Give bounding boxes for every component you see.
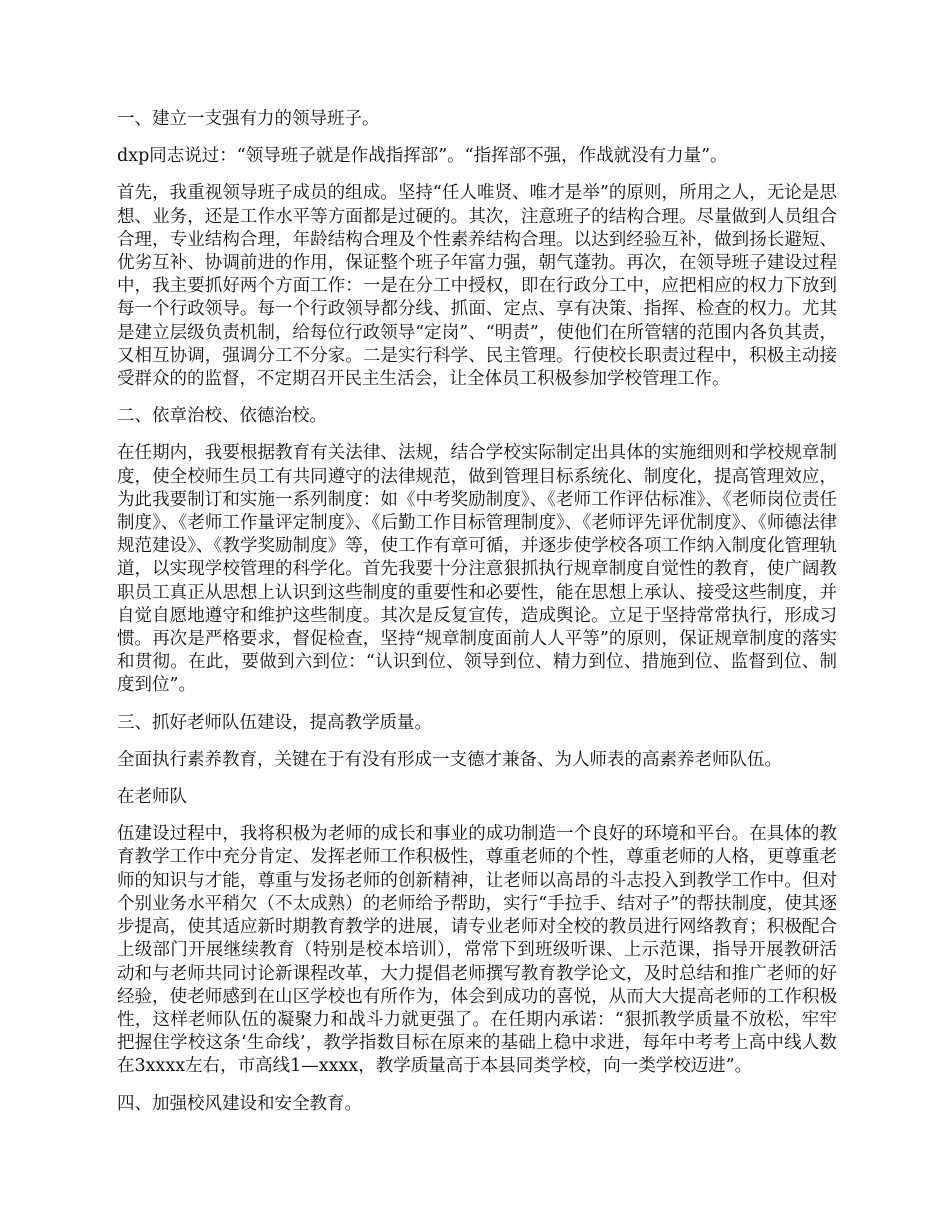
heading-3: 三、抓好老师队伍建设，提高教学质量。: [117, 712, 432, 733]
paragraph-quality-education: 全面执行素养教育，关键在于有没有形成一支德才兼备、为人师表的高素养老师队伍。: [117, 749, 782, 770]
document-body: [117, 108, 837, 1130]
paragraph-regulations: 在任期内，我要根据教育有关法律、法规，结合学校实际制定出具体的实施细则和学校规章制度，使全校师生员工有共同遵守的法律规范，做到管理目标系统化、制度化，提高管理效应，为此我要制订和实施一系列制度：如《中考奖励制度》、《老师工作评估标准》、《老师岗位责任制度》、《老师工作量评定制度》、《后勤工作目标管理制度》、《老师评先评优制度》、《师德法律规范建设》、《教学奖励制度》等，使工作有章可循，并逐步使学校各项工作纳入制度化管理轨道，以实现学校管理的科学化。首先我要十分注意狠抓执行规章制度自觉性的教育，使广阔教职员工真正从思想上认识到这些制度的重要性和必要性，能在思想上承认、接受这些制度，并自觉自愿地遵守和维护这些制度。其次是反复宣传，造成舆论。立足于坚持常常执行，形成习惯。再次是严格要求，督促检查，坚持“规章制度面前人人平等”的原则，保证规章制度的落实和贯彻。在此，要做到六到位：“认识到位、领导到位、精力到位、措施到位、监督到位、制度到位”。: [117, 443, 837, 696]
paragraph-quote: dxp同志说过：“领导班子就是作战指挥部”。“指挥部不强，作战就没有力量”。: [117, 146, 728, 167]
paragraph-leadership: 首先，我重视领导班子成员的组成。坚持“任人唯贤、唯才是举”的原则，所用之人，无论是思想、业务，还是工作水平等方面都是过硬的。其次，注意班子的结构合理。尽量做到人员组合合理，专业结构合理，年龄结构合理及个性素养结构合理。以达到经验互补，做到扬长避短、优劣互补、协调前进的作用，保证整个班子年富力强，朝气蓬勃。再次，在领导班子建设过程中，我主要抓好两个方面工作：一是在分工中授权，即在行政分工中，应把相应的权力下放到每一个行政领导。每一个行政领导都分线、抓面、定点、享有决策、指挥、检查的权力。尤其是建立层级负责机制，给每位行政领导“定岗”、“明责”，使他们在所管辖的范围内各负其责，又相互协调，强调分工不分家。二是实行科学、民主管理。行使校长职责过程中，积极主动接受群众的的监督，不定期召开民主生活会，让全体员工积极参加学校管理工作。: [117, 183, 837, 390]
paragraph-teacher-team: 伍建设过程中，我将积极为老师的成长和事业的成功制造一个良好的环境和平台。在具体的教育教学工作中充分肯定、发挥老师工作积极性，尊重老师的个性，尊重老师的人格，更尊重老师的知识与才能，尊重与发扬老师的创新精神，让老师以高昂的斗志投入到教学工作中。但对个别业务水平稍欠（不太成熟）的老师给予帮助，实行“手拉手、结对子”的帮扶制度，使其逐步提高，使其适应新时期教育教学的进展，请专业老师对全校的教员进行网络教育；积极配合上级部门开展继续教育（特别是校本培训），常常下到班级听课、上示范课，指导开展教研活动和与老师共同讨论新课程改革，大力提倡老师撰写教育教学论文，及时总结和推广老师的好经验，使老师感到在山区学校也有所作为，体会到成功的喜悦，从而大大提高老师的工作积极性，这样老师队伍的凝聚力和战斗力就更强了。在任期内承诺：“狠抓教学质量不放松，牢牢把握住学校这条‘生命线’，教学指数目标在原来的基础上稳中求进，每年中考考上高中线人数在3xxxx左右，市高线1—xxxx，教学质量高于本县同类学校，向一类学校迈进”。: [117, 824, 837, 1077]
heading-2: 二、依章治校、依德治校。: [117, 406, 327, 427]
paragraph-fragment: 在老师队: [117, 787, 187, 808]
heading-1: 一、建立一支强有力的领导班子。: [117, 109, 380, 129]
heading-4: 四、加强校风建设和安全教育。: [117, 1093, 362, 1114]
